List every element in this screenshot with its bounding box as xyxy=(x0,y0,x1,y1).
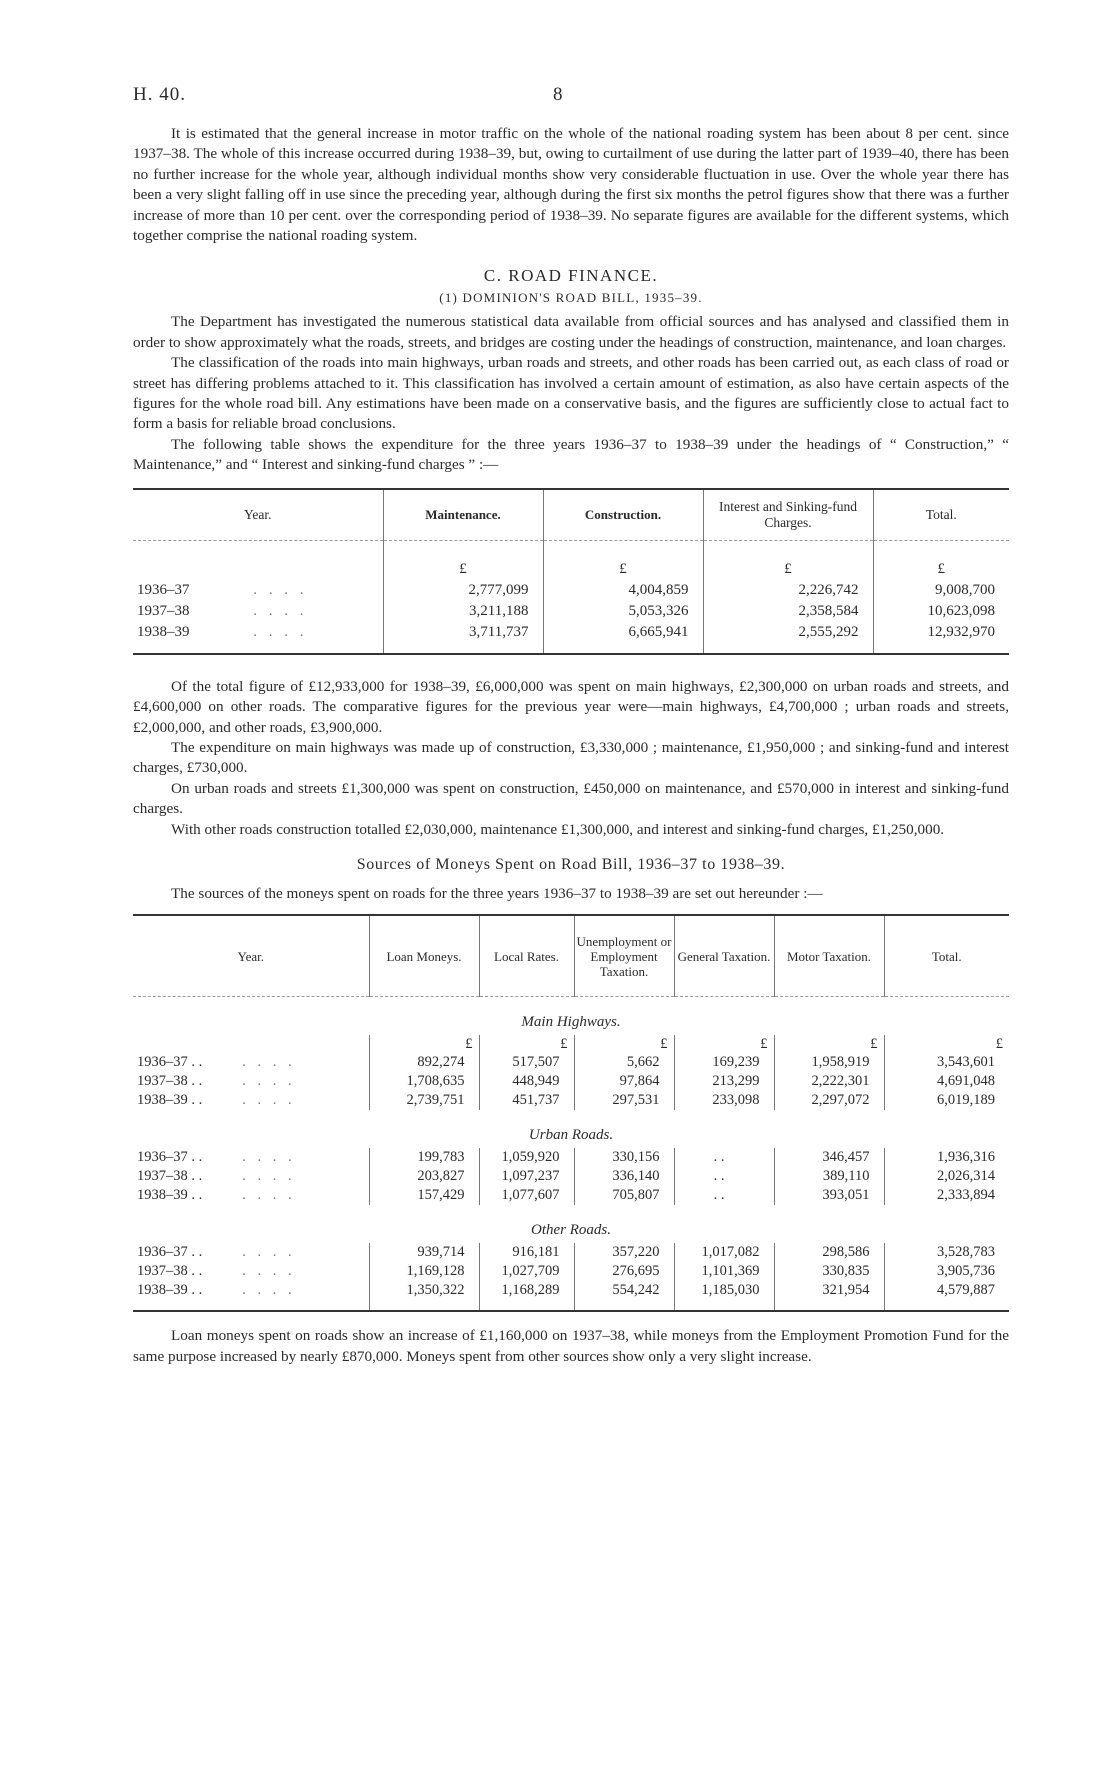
motor-cell: 321,954 xyxy=(774,1281,884,1300)
motor-cell: 346,457 xyxy=(774,1148,884,1167)
expenditure-table xyxy=(133,488,1009,655)
total-cell: 10,623,098 xyxy=(873,601,1009,622)
total-cell: 1,936,316 xyxy=(884,1148,1009,1167)
year-cell xyxy=(133,580,383,601)
document-page xyxy=(133,84,1009,1367)
year-cell xyxy=(133,601,383,622)
table-spacer xyxy=(133,1300,1009,1311)
maintenance-cell: 3,211,188 xyxy=(383,601,543,622)
unemployment-cell: 276,695 xyxy=(574,1262,674,1281)
currency-symbol: £ xyxy=(674,1035,774,1053)
motor-cell: 298,586 xyxy=(774,1243,884,1262)
sources-intro: The sources of the moneys spent on roads for the three years 1936–37 to 1938–39 are set out hereunder :— xyxy=(171,884,823,902)
year-label: 1938–39 . . xyxy=(137,1187,203,1204)
rates-cell: 451,737 xyxy=(479,1091,574,1110)
general-cell: 1,101,369 xyxy=(674,1262,774,1281)
table-row xyxy=(133,1091,1009,1110)
table-row xyxy=(133,601,1009,622)
motor-cell: 330,835 xyxy=(774,1262,884,1281)
maintenance-cell: 2,777,099 xyxy=(383,580,543,601)
loan-cell: 1,350,322 xyxy=(369,1281,479,1300)
column-header-interest: Interest and Sinking-fund Charges. xyxy=(703,489,873,541)
leader-dots: . . . . xyxy=(242,1073,296,1090)
page-header xyxy=(133,84,1009,124)
paragraph: With other roads construction totalled £2,030,000, maintenance £1,300,000, and interest and sinking-fund charges, £1,250,000. xyxy=(171,820,945,838)
loan-cell: 2,739,751 xyxy=(369,1091,479,1110)
total-cell: 4,579,887 xyxy=(884,1281,1009,1300)
sources-table xyxy=(133,914,1009,1312)
year-label: 1936–37 . . xyxy=(137,1054,203,1071)
year-cell xyxy=(133,622,383,643)
year-label: 1936–37 . . xyxy=(137,1244,203,1261)
group-title: Urban Roads. xyxy=(528,1127,614,1144)
year-cell xyxy=(133,1091,369,1110)
rates-cell: 1,097,237 xyxy=(479,1167,574,1186)
general-cell: 233,098 xyxy=(674,1091,774,1110)
general-cell: 1,017,082 xyxy=(674,1243,774,1262)
total-cell: 6,019,189 xyxy=(884,1091,1009,1110)
currency-symbol: £ xyxy=(873,540,1009,580)
loan-cell: 203,827 xyxy=(369,1167,479,1186)
total-cell: 9,008,700 xyxy=(873,580,1009,601)
year-cell xyxy=(133,1281,369,1300)
table-header-row xyxy=(133,915,1009,997)
loan-cell: 1,708,635 xyxy=(369,1072,479,1091)
leader-dots: . . . . xyxy=(242,1244,296,1261)
paragraph: The Department has investigated the numerous statistical data available from official sources and has analysed and classified them in order to show approximately what the roads, streets, and bridges are costing under the headings of construction, maintenance, and loan charges. xyxy=(133,313,1009,351)
total-cell: 2,026,314 xyxy=(884,1167,1009,1186)
total-cell: 2,333,894 xyxy=(884,1186,1009,1205)
table-row xyxy=(133,1167,1009,1186)
total-cell: 3,528,783 xyxy=(884,1243,1009,1262)
total-cell: 3,905,736 xyxy=(884,1262,1009,1281)
unemployment-cell: 336,140 xyxy=(574,1167,674,1186)
leader-dots: . . . . xyxy=(253,623,308,640)
leader-dots: . . . . xyxy=(242,1263,296,1280)
motor-cell: 393,051 xyxy=(774,1186,884,1205)
general-cell: . . xyxy=(674,1148,774,1167)
closing-paragraph: Loan moneys spent on roads show an increase of £1,160,000 on 1937–38, while moneys from the Employment Promotion Fund for the same purpose increased by nearly £870,000. Moneys spent from other sources show only a very slight increase. xyxy=(133,1327,1009,1365)
year-label: 1938–39 . . xyxy=(137,1282,203,1299)
table-row xyxy=(133,1072,1009,1091)
column-header-year: Year. xyxy=(133,915,369,997)
column-header-local-rates: Local Rates. xyxy=(479,915,574,997)
motor-cell: 1,958,919 xyxy=(774,1053,884,1072)
year-cell xyxy=(133,1053,369,1072)
group-title: Main Highways. xyxy=(521,1014,621,1031)
rates-cell: 517,507 xyxy=(479,1053,574,1072)
currency-symbol: £ xyxy=(543,540,703,580)
currency-symbol: £ xyxy=(574,1035,674,1053)
paragraph: The expenditure on main highways was made up of construction, £3,330,000 ; maintenance, £1,950,000 ; and sinking-fund and interest charges, £730,000. xyxy=(133,738,1009,777)
unemployment-cell: 554,242 xyxy=(574,1281,674,1300)
paragraph: Of the total figure of £12,933,000 for 1938–39, £6,000,000 was spent on main highways, £2,300,000 on urban roads and streets, and £4,600,000 on other roads. The comparative figures for the previous year were—main highways, £4,700,000 ; urban roads and streets, £2,000,000, and other roads, £3,900,000. xyxy=(133,677,1009,736)
intro-paragraph: It is estimated that the general increase in motor traffic on the whole of the national roading system has been about 8 per cent. since 1937–38. The whole of this increase occurred during 1938–39, but, owing to curtailment of use during the latter part of 1939–40, there has been no further increase for the whole year, although individual months show very considerable fluctuation in use. Over the whole year there has been a very slight falling off in use since the preceding year, although during the first six months the petrol figures show that there was a further increase of more than 10 per cent. over the corresponding period of 1938–39. No separate figures are available for the different systems, which together comprise the national roading system. xyxy=(133,125,1009,245)
column-header-construction: Construction. xyxy=(543,489,703,541)
column-header-year: Year. xyxy=(133,489,383,541)
leader-dots: . . . . xyxy=(242,1092,296,1109)
rates-cell: 1,168,289 xyxy=(479,1281,574,1300)
table-spacer xyxy=(133,643,1009,654)
motor-cell: 389,110 xyxy=(774,1167,884,1186)
table-row xyxy=(133,1186,1009,1205)
table-row xyxy=(133,1262,1009,1281)
loan-cell: 199,783 xyxy=(369,1148,479,1167)
column-header-motor-taxation: Motor Taxation. xyxy=(774,915,884,997)
interest-cell: 2,555,292 xyxy=(703,622,873,643)
motor-cell: 2,297,072 xyxy=(774,1091,884,1110)
table-row xyxy=(133,1148,1009,1167)
year-label: 1938–39 xyxy=(137,623,190,640)
section-subheading: (1) DOMINION'S ROAD BILL, 1935–39. xyxy=(439,290,703,306)
leader-dots: . . . . xyxy=(253,602,308,619)
motor-cell: 2,222,301 xyxy=(774,1072,884,1091)
rates-cell: 448,949 xyxy=(479,1072,574,1091)
group-title-row xyxy=(133,997,1009,1036)
construction-cell: 6,665,941 xyxy=(543,622,703,643)
unemployment-cell: 705,807 xyxy=(574,1186,674,1205)
year-label: 1936–37 xyxy=(137,581,190,598)
total-cell: 12,932,970 xyxy=(873,622,1009,643)
leader-dots: . . . . xyxy=(242,1168,296,1185)
year-cell xyxy=(133,1167,369,1186)
document-reference: H. 40. xyxy=(133,84,186,105)
total-cell: 4,691,048 xyxy=(884,1072,1009,1091)
table-row xyxy=(133,1243,1009,1262)
paragraph: On urban roads and streets £1,300,000 was spent on construction, £450,000 on maintenance, and £570,000 in interest and sinking-fund charges. xyxy=(133,779,1009,818)
section-heading: C. ROAD FINANCE. xyxy=(483,266,659,286)
loan-cell: 939,714 xyxy=(369,1243,479,1262)
year-cell xyxy=(133,1186,369,1205)
currency-symbol: £ xyxy=(369,1035,479,1053)
unit-row xyxy=(133,540,1009,580)
group-title-row xyxy=(133,1110,1009,1148)
paragraph: The classification of the roads into main highways, urban roads and streets, and other roads has been carried out, as each class of road or street has differing problems attached to it. This classification has involved a certain amount of estimation, as also have certain aspects of the figures for the whole road bill. Any estimations have been made on a conservative basis, and the figures are sufficiently close to actual fact to form a basis for reliable broad conclusions. xyxy=(133,354,1009,433)
rates-cell: 1,077,607 xyxy=(479,1186,574,1205)
year-label: 1937–38 . . xyxy=(137,1073,203,1090)
year-cell xyxy=(133,1262,369,1281)
table-row xyxy=(133,1281,1009,1300)
currency-symbol: £ xyxy=(774,1035,884,1053)
construction-cell: 5,053,326 xyxy=(543,601,703,622)
general-cell: . . xyxy=(674,1186,774,1205)
column-header-loan-moneys: Loan Moneys. xyxy=(369,915,479,997)
year-label: 1936–37 . . xyxy=(137,1149,203,1166)
currency-symbol: £ xyxy=(479,1035,574,1053)
unemployment-cell: 5,662 xyxy=(574,1053,674,1072)
interest-cell: 2,226,742 xyxy=(703,580,873,601)
expenditure-commentary xyxy=(133,677,1009,840)
table-header-row xyxy=(133,489,1009,541)
leader-dots: . . . . xyxy=(253,581,308,598)
page-number: 8 xyxy=(553,84,564,105)
column-header-total: Total. xyxy=(884,915,1009,997)
unemployment-cell: 97,864 xyxy=(574,1072,674,1091)
loan-cell: 157,429 xyxy=(369,1186,479,1205)
year-label: 1937–38 xyxy=(137,602,190,619)
year-label: 1938–39 . . xyxy=(137,1092,203,1109)
general-cell: . . xyxy=(674,1167,774,1186)
leader-dots: . . . . xyxy=(242,1054,296,1071)
currency-symbol: £ xyxy=(703,540,873,580)
unemployment-cell: 330,156 xyxy=(574,1148,674,1167)
total-cell: 3,543,601 xyxy=(884,1053,1009,1072)
general-cell: 169,239 xyxy=(674,1053,774,1072)
rates-cell: 916,181 xyxy=(479,1243,574,1262)
table-row xyxy=(133,1053,1009,1072)
leader-dots: . . . . xyxy=(242,1282,296,1299)
construction-cell: 4,004,859 xyxy=(543,580,703,601)
group-title-row xyxy=(133,1205,1009,1243)
column-header-maintenance: Maintenance. xyxy=(383,489,543,541)
rates-cell: 1,059,920 xyxy=(479,1148,574,1167)
year-label: 1937–38 . . xyxy=(137,1168,203,1185)
table-cell xyxy=(133,540,383,580)
unemployment-cell: 357,220 xyxy=(574,1243,674,1262)
column-header-unemployment-taxation: Unemployment or Employment Taxation. xyxy=(574,915,674,997)
maintenance-cell: 3,711,737 xyxy=(383,622,543,643)
loan-cell: 892,274 xyxy=(369,1053,479,1072)
currency-symbol: £ xyxy=(383,540,543,580)
sources-heading: Sources of Moneys Spent on Road Bill, 1936–37 to 1938–39. xyxy=(356,855,786,873)
table-row xyxy=(133,622,1009,643)
year-cell xyxy=(133,1243,369,1262)
interest-cell: 2,358,584 xyxy=(703,601,873,622)
unit-row xyxy=(133,1035,1009,1053)
year-label: 1937–38 . . xyxy=(137,1263,203,1280)
year-cell xyxy=(133,1148,369,1167)
currency-symbol: £ xyxy=(884,1035,1009,1053)
leader-dots: . . . . xyxy=(242,1187,296,1204)
paragraph: The following table shows the expenditure for the three years 1936–37 to 1938–39 under the headings of “ Construction,” “ Maintenance,” and “ Interest and sinking-fund charges ” :— xyxy=(133,435,1009,474)
general-cell: 213,299 xyxy=(674,1072,774,1091)
column-header-general-taxation: General Taxation. xyxy=(674,915,774,997)
table-row xyxy=(133,580,1009,601)
unemployment-cell: 297,531 xyxy=(574,1091,674,1110)
year-cell xyxy=(133,1072,369,1091)
loan-cell: 1,169,128 xyxy=(369,1262,479,1281)
column-header-total: Total. xyxy=(873,489,1009,541)
general-cell: 1,185,030 xyxy=(674,1281,774,1300)
rates-cell: 1,027,709 xyxy=(479,1262,574,1281)
leader-dots: . . . . xyxy=(242,1149,296,1166)
group-title: Other Roads. xyxy=(531,1222,611,1239)
